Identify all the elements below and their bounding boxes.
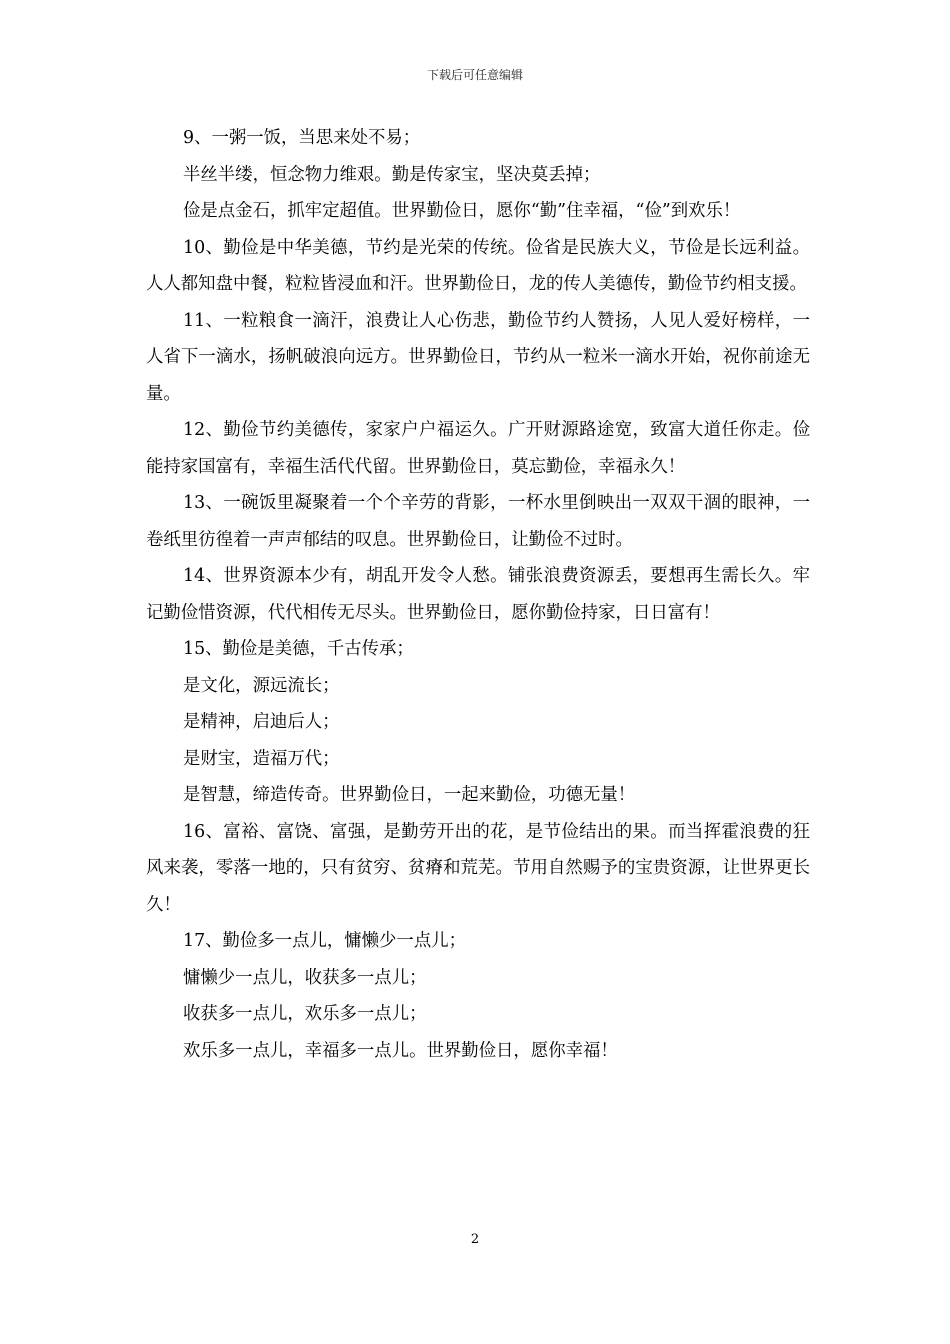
page-header: 下载后可任意编辑 [426, 68, 523, 82]
paragraph-9-line-3: 俭是点金石，抓牢定超值。世界勤俭日，愿你“勤”住幸福，“俭”到欢乐！ [183, 201, 741, 221]
document-body [146, 120, 810, 1069]
paragraph-16: 16、富裕、富饶、富强，是勤劳开出的花，是节俭结出的果。而当挥霍浪费的狂风来袭，零落一地的，只有贫穷、贫瘠和荒芜。节用自然赐予的宝贵资源，让世界更长久！ [146, 821, 810, 915]
paragraph-17-line-1: 17、勤俭多一点儿，慵懒少一点儿； [183, 931, 466, 951]
paragraph-11: 11、一粒粮食一滴汗，浪费让人心伤悲，勤俭节约人赞扬，人见人爱好榜样，一人省下一滴水，扬帆破浪向远方。世界勤俭日，节约从一粒米一滴水开始，祝你前途无量。 [146, 310, 810, 404]
page-number: 2 [470, 1232, 480, 1247]
paragraph-17-line-3: 收获多一点儿，欢乐多一点儿； [183, 1004, 427, 1024]
paragraph-15-line-4: 是财宝，造福万代； [183, 748, 340, 769]
paragraph-17-line-4: 欢乐多一点儿，幸福多一点儿。世界勤俭日，愿你幸福！ [183, 1040, 618, 1061]
paragraph-15-line-5: 是智慧，缔造传奇。世界勤俭日，一起来勤俭，功德无量！ [183, 785, 636, 805]
paragraph-15-line-3: 是精神，启迪后人； [183, 712, 340, 732]
paragraph-15-line-1: 15、勤俭是美德，千古传承； [183, 639, 414, 659]
paragraph-17-line-2: 慵懒少一点儿，收获多一点儿； [183, 967, 427, 988]
paragraph-13: 13、一碗饭里凝聚着一个个辛劳的背影，一杯水里倒映出一双双干涸的眼神，一卷纸里彷徨着一声声郁结的叹息。世界勤俭日，让勤俭不过时。 [146, 493, 810, 550]
paragraph-12: 12、勤俭节约美德传，家家户户福运久。广开财源路途宽，致富大道任你走。俭能持家国富有，幸福生活代代留。世界勤俭日，莫忘勤俭，幸福永久！ [146, 420, 810, 477]
paragraph-10: 10、勤俭是中华美德，节约是光荣的传统。俭省是民族大义，节俭是长远利益。人人都知盘中餐，粒粒皆浸血和汗。世界勤俭日，龙的传人美德传，勤俭节约相支援。 [146, 237, 810, 294]
paragraph-15-line-2: 是文化，源远流长； [183, 675, 340, 696]
paragraph-9-line-1: 9、一粥一饭，当思来处不易； [183, 128, 421, 148]
paragraph-14: 14、世界资源本少有，胡乱开发令人愁。铺张浪费资源丢，要想再生需长久。牢记勤俭惜资源，代代相传无尽头。世界勤俭日，愿你勤俭持家，日日富有！ [146, 566, 810, 623]
paragraph-9-line-2: 半丝半缕，恒念物力维艰。勤是传家宝，坚决莫丢掉； [183, 164, 601, 185]
